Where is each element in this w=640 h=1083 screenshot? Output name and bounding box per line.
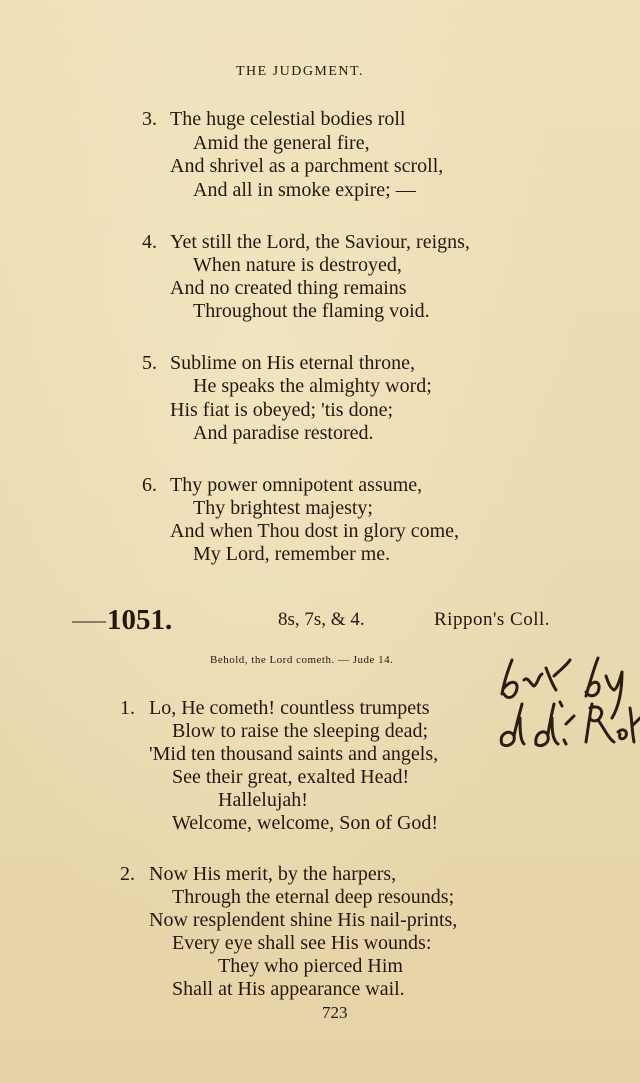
verse-line: Hallelujah! xyxy=(218,789,308,811)
verse-line: He speaks the almighty word; xyxy=(193,375,432,397)
verse-line: And shrivel as a parchment scroll, xyxy=(170,155,444,177)
verse-line: Now resplendent shine His nail-prints, xyxy=(149,909,458,931)
verse-line: 'Mid ten thousand saints and angels, xyxy=(149,743,439,765)
verse-line: Thy power omnipotent assume, xyxy=(170,474,423,496)
hymn-tune: Rippon's Coll. xyxy=(434,609,550,630)
verse-line: Blow to raise the sleeping dead; xyxy=(172,720,429,742)
verse-line: And no created thing remains xyxy=(170,277,407,299)
stanza-number: 4. xyxy=(142,231,157,253)
hymn-meter: 8s, 7s, & 4. xyxy=(278,609,365,630)
verse-line: Shall at His appearance wail. xyxy=(172,978,405,1000)
verse-line: Every eye shall see His wounds: xyxy=(172,932,432,954)
verse-line: Sublime on His eternal throne, xyxy=(170,352,415,374)
verse-line: When nature is destroyed, xyxy=(193,254,402,276)
verse-line: My Lord, remember me. xyxy=(193,543,391,565)
verse-line: Through the eternal deep resounds; xyxy=(172,886,455,908)
stanza-number: 6. xyxy=(142,474,157,496)
stanza-number: 5. xyxy=(142,352,157,374)
verse-line: The huge celestial bodies roll xyxy=(170,108,406,130)
verse-line: Lo, He cometh! countless trumpets xyxy=(149,697,430,719)
verse-line: And all in smoke expire; — xyxy=(193,179,416,201)
verse-line: And when Thou dost in glory come, xyxy=(170,520,460,542)
verse-line: Thy brightest majesty; xyxy=(193,497,373,519)
verse-line: Throughout the flaming void. xyxy=(193,300,430,322)
stanza-number: 2. xyxy=(120,863,135,885)
handwritten-annotation xyxy=(490,648,640,788)
verse-line: They who pierced Him xyxy=(218,955,403,977)
verse-line: Welcome, welcome, Son of God! xyxy=(172,812,439,834)
verse-line: Amid the general fire, xyxy=(193,132,370,154)
verse-line: Now His merit, by the harpers, xyxy=(149,863,397,885)
hymn-subtitle: Behold, the Lord cometh. — Jude 14. xyxy=(210,654,394,666)
page-number: 723 xyxy=(322,1003,348,1022)
verse-line: And paradise restored. xyxy=(193,422,374,444)
stanza-number: 3. xyxy=(142,108,157,130)
running-head: THE JUDGMENT. xyxy=(235,64,365,79)
verse-line: See their great, exalted Head! xyxy=(172,766,410,788)
verse-line: His fiat is obeyed; 'tis done; xyxy=(170,399,394,421)
hymn-number: 1051. xyxy=(107,604,173,636)
verse-line: Yet still the Lord, the Saviour, reigns, xyxy=(170,231,470,253)
stanza-number: 1. xyxy=(120,697,135,719)
pencil-mark xyxy=(72,621,106,623)
